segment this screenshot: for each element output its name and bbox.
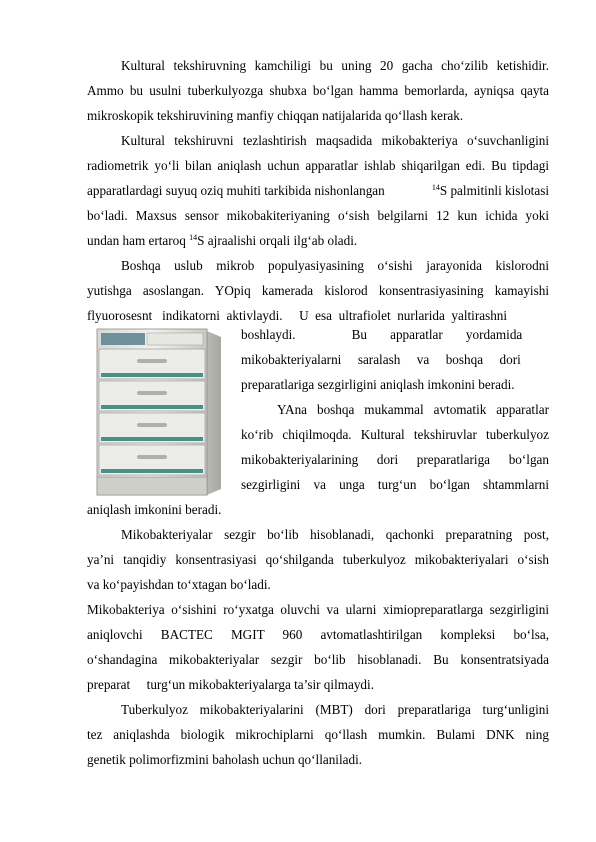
p2-line-3 [87,182,549,199]
p3-line-1: Boshqa uslub mikrob populyasiyasining o‘sishi jarayonida kislorodni [121,258,549,273]
p3-line-3: flyuorosesnt indikatorni aktivlaydi. U esa ultrafiolet nurlarida yaltirashni [87,308,508,323]
p2-line-1: Kultural tekshiruvni tezlashtirish maqsadida mikobakteriya o‘suvchanligini [121,133,549,148]
p3-line-4: boshlaydi. Bu apparatlar yordamida [241,327,523,342]
p6-line-4: preparat turg‘un mikobakteriyalarga ta’sir qilmaydi. [87,677,374,692]
p4-line-2: ko‘rib chiqilmoqda. Kultural tekshiruvlar tuberkulyoz [241,427,549,442]
p2-line-5: undan ham ertaroq $^{14}$S ajraalishi orqali ilg‘ab oladi. [87,233,358,248]
p7-line-3: genetik polimorfizmini baholash uchun qo‘llaniladi. [87,752,363,767]
p2-line-3-text: apparatlardagi suyuq oziq muhiti tarkibida nishonlangan [87,183,385,198]
p3-line-5: mikobakteriyalarni saralash va boshqa dori [241,352,521,367]
p6-line-3: o‘shandagina mikobakteriyalar sezgir bo‘lib hisoblanadi. Bu konsentratsiyada [87,652,549,667]
p3-line-6: preparatlariga sezgirligini aniqlash imkonini beradi. [241,377,515,392]
p4-line-5: aniqlash imkonini beradi. [87,502,222,517]
p4-line-4: sezgirligini va unga turg‘un bo‘lgan shtammlarni [241,477,549,492]
p7-line-2: tez aniqlashda biologik mikrochiplarni qo‘llash mumkin. Bulami DNK ning [87,727,549,742]
bactec-apparatus-image [87,323,227,497]
p5-line-1: Mikobakteriyalar sezgir bo‘lib hisoblanadi, qachonki preparatning post, [121,527,549,542]
p2-line-4: bo‘ladi. Maxsus sensor mikobakiteriyaning o‘sish belgilarni 12 kun ichida yoki [87,208,549,223]
p2-line-3-isotope: $^{14}$S palmitinli kislotasi [431,183,549,198]
p7-line-1: Tuberkulyoz mikobakteriyalarini (MBT) dori preparatlariga turg‘unligini [121,702,549,717]
p1-line-1: Kultural tekshiruvning kamchiligi bu uning 20 gacha cho‘zilib ketishidir. [121,58,549,73]
p4-line-3: mikobakteriyalarining dori preparatlariga bo‘lgan [241,452,549,467]
p4-line-1: YAna boshqa mukammal avtomatik apparatlar [277,402,549,417]
p1-line-2: Ammo bu usulni tuberkulyozga shubxa bo‘lgan hamma bemorlarda, ayniqsa qayta [87,83,549,98]
p2-line-2: radiometrik yo‘li bilan aniqlash uchun apparatlar ishlab shiqarilgan edi. Bu tipdagi [87,158,549,173]
p1-line-3: mikroskopik tekshiruvining manfiy chiqqan natijalarida qo‘llash kerak. [87,108,464,123]
p6-line-1: Mikobakteriya o‘sishini ro‘yxatga oluvchi va ularni ximiopreparatlarga sezgirligini [87,602,549,617]
p5-line-2: ya’ni tanqidiy konsentrasiyasi qo‘shilganda tuberkulyoz mikobakteriyalari o‘sish [87,552,549,567]
p5-line-3: va ko‘payishdan to‘xtagan bo‘ladi. [87,577,271,592]
p6-line-2: aniqlovchi BACTEC MGIT 960 avtomatlashtirilgan kompleksi bo‘lsa, [87,627,549,642]
p3-line-2: yutishga asoslangan. YOpiq kamerada kislorod konsentrasiyasining kamayishi [87,283,549,298]
